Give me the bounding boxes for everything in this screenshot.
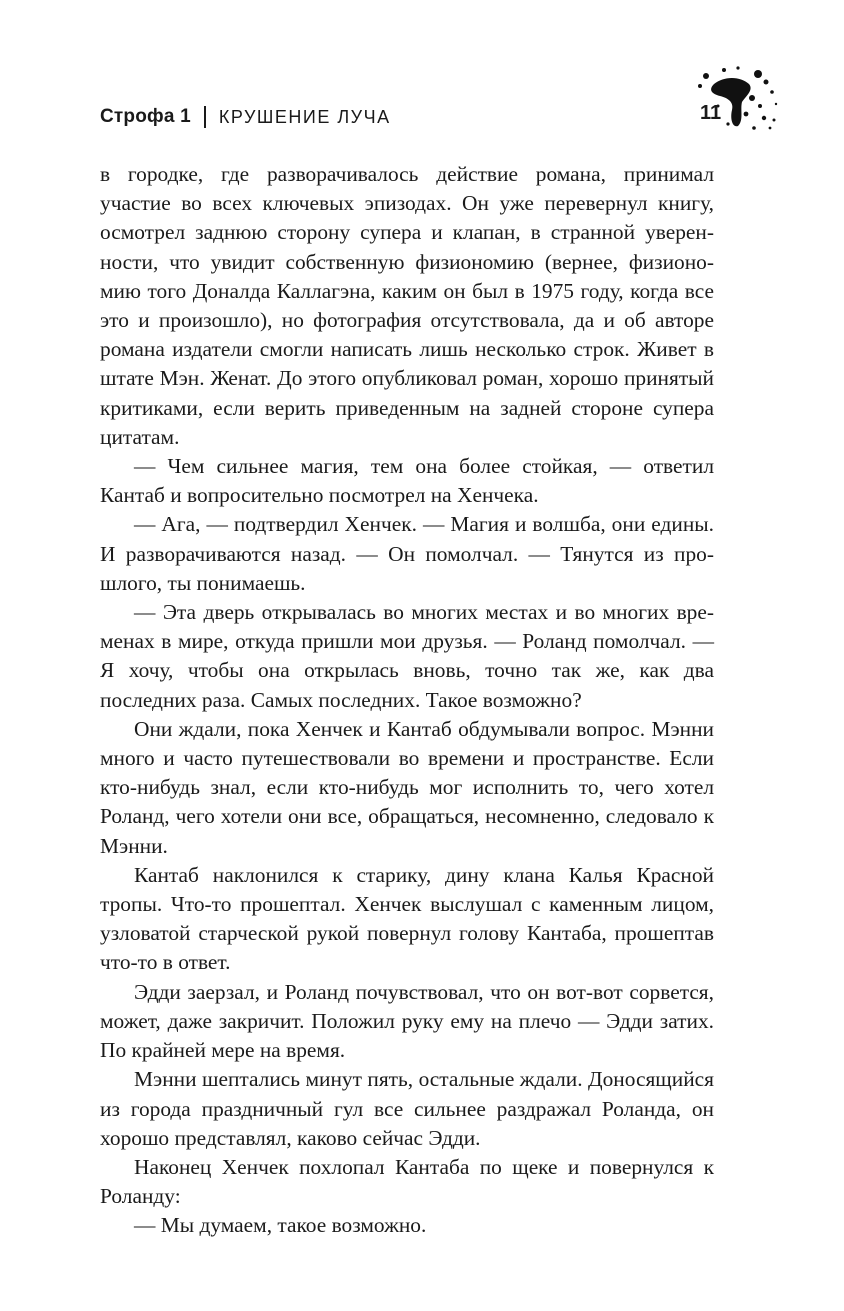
paragraph: — Эта дверь открывалась во многих местах и во многих временах в мире, откуда пришли мои друзья. — Роланд помолчал. — Я хочу, чтобы она открылась вновь, точно так же, как два последних раза. Самых последних. Такое возможно? bbox=[100, 600, 714, 712]
paragraph: Кантаб наклонился к старику, дину клана Калья Красной тропы. Что-то прошептал. Хенчек выслушал с каменным лицом, узловатой старческой рукой повернул голову Кантаба, прошептав что-то в ответ. bbox=[100, 862, 714, 975]
paragraph: Эдди заерзал, и Роланд почувствовал, что он вот-вот сорвется, может, даже закричит. Положил руку ему на плечо — Эдди затих. По крайней мере на время. bbox=[100, 979, 714, 1063]
paragraph: — Ага, — подтвердил Хенчек. — Магия и волшба, они едины. И разворачиваются назад. — Он помолчал. — Тянутся из прошлого, ты понимаешь. bbox=[100, 512, 714, 595]
header-divider bbox=[204, 106, 206, 128]
paragraph: — Мы думаем, такое возможно. bbox=[134, 1213, 427, 1238]
paragraph: в городке, где разворачивалось действие романа, принимал участие во всех ключевых эпизодах. Он уже перевернул книгу, осмотрел заднюю сторону супера и клапан, в странной уверенности, что увидит собственную физиономию (вернее, физиономию того Доналда Каллагэна, каким он был в 1975 году, когда все это и произошло), но фотография отсутствовала, да и об авторе романа издатели смогли написать лишь несколько строк. Живет в штате Мэн. Женат. До этого опубликовал роман, хорошо принятый критиками, если верить приведенным на задней стороне супера цитатам. bbox=[100, 162, 714, 449]
paragraph: — Чем сильнее магия, тем она более стойкая, — ответил Кантаб и вопросительно посмотрел на Хенчека. bbox=[100, 454, 714, 508]
running-header bbox=[100, 100, 391, 134]
paragraph: Они ждали, пока Хенчек и Кантаб обдумывали вопрос. Мэнни много и часто путешествовали во времени и пространстве. Если кто-нибудь знал, если кто-нибудь мог исполнить то, чего хотел Роланд, чего хотели они все, обращаться, несомненно, следовало к Мэнни. bbox=[100, 716, 714, 858]
page-number: 11 bbox=[700, 102, 722, 124]
paragraph: Мэнни шептались минут пять, остальные ждали. Доносящийся из города праздничный гул все сильнее раздражал Роланда, он хорошо представлял, каково сейчас Эдди. bbox=[100, 1067, 714, 1150]
part-title: КРУШЕНИЕ ЛУЧА bbox=[218, 106, 391, 127]
paragraph: Наконец Хенчек похлопал Кантаба по щеке и повернулся к Роланду: bbox=[100, 1154, 714, 1209]
body-text bbox=[100, 160, 714, 1241]
section-label: Строфа 1 bbox=[100, 106, 191, 127]
ink-splatter-decoration bbox=[694, 62, 780, 138]
